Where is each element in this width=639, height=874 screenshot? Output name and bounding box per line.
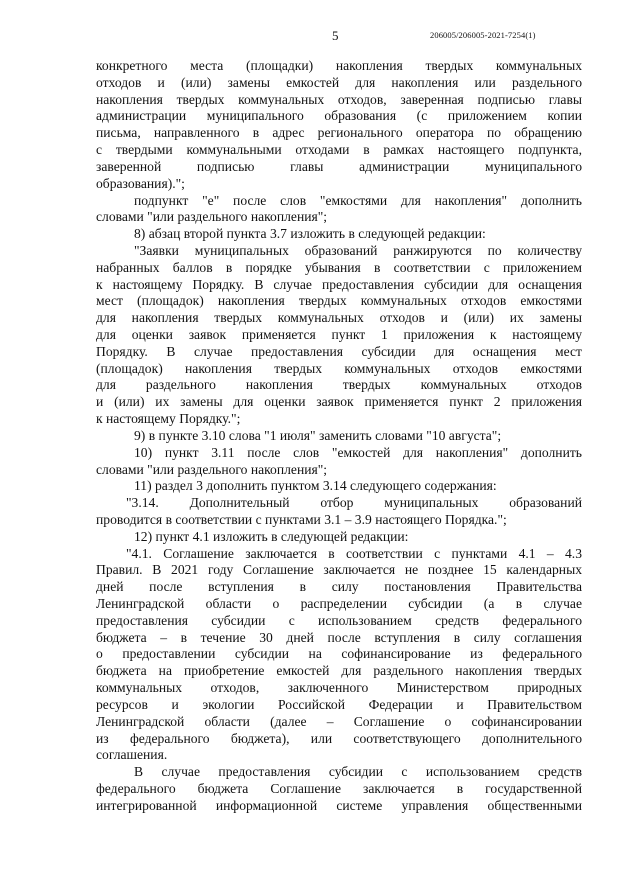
text-line: отходов и (или) замены емкостей для накопления или раздельного <box>96 74 582 90</box>
text-line: словами "или раздельного накопления"; <box>96 461 328 477</box>
text-line: о предоставлении субсидии на софинансирование из федерального <box>96 646 582 662</box>
text-line: набранных баллов в порядке убывания в соответствии с приложением <box>96 259 582 275</box>
text-line: соглашения. <box>96 747 168 763</box>
text-line: "Заявки муниципальных образований ранжируются по количеству <box>134 242 582 258</box>
text-line: Порядку. В случае предоставления субсидии для оснащения мест <box>96 343 582 359</box>
text-line: к настоящему Порядку. В случае предоставления субсидии для оснащения <box>96 276 582 292</box>
text-line: заверенной подписью главы администрации муниципального <box>96 158 582 174</box>
text-line: мест (площадок) накопления твердых коммунальных отходов емкостями <box>96 293 582 309</box>
text-line: федерального бюджета Соглашение заключается в государственной <box>96 780 582 796</box>
text-line: дней после вступления в силу постановления Правительства <box>96 579 582 595</box>
text-line: Ленинградской области о распределении субсидии (а в случае <box>96 596 582 611</box>
text-line: к настоящему Порядку."; <box>96 411 241 427</box>
text-line: для раздельного накопления твердых коммунальных отходов <box>96 377 582 393</box>
text-line: В случае предоставления субсидии с использованием средств <box>134 764 582 780</box>
text-line: администрации муниципального образования (с приложением копии <box>96 108 582 124</box>
text-line: "4.1. Соглашение заключается в соответствии с пунктами 4.1 – 4.3 <box>126 545 582 561</box>
text-line: и (или) их замены для оценки заявок применяется пункт 2 приложения <box>96 394 582 410</box>
text-line: Правил. В 2021 году Соглашение заключается не позднее 15 календарных <box>96 562 582 578</box>
text-line: из федерального бюджета), или соответствующего дополнительного <box>96 730 582 746</box>
text-line: 10) пункт 3.11 после слов "емкостей для накопления" дополнить <box>134 444 582 460</box>
text-line: коммунальных отходов, заключенного Министерством природных <box>96 680 582 696</box>
text-line: словами "или раздельного накопления"; <box>96 209 328 225</box>
document-body <box>96 58 582 815</box>
text-line: 12) пункт 4.1 изложить в следующей редакции: <box>134 528 409 544</box>
text-line: письма, направленного в адрес регионального оператора по обращению <box>96 125 582 141</box>
page-number: 5 <box>332 28 339 43</box>
text-line: с твердыми коммунальными отходами в рамках настоящего подпункта, <box>96 142 582 158</box>
text-line: бюджета – в течение 30 дней после вступления в силу соглашения <box>96 629 582 645</box>
text-line: бюджета на приобретение емкостей для раздельного накопления твердых <box>96 663 582 679</box>
text-line: 8) абзац второй пункта 3.7 изложить в следующей редакции: <box>134 226 486 242</box>
text-line: 9) в пункте 3.10 слова "1 июля" заменить словами "10 августа"; <box>134 427 502 443</box>
text-line: Ленинградской области (далее – Соглашение о софинансировании <box>96 713 582 729</box>
document-id: 206005/206005-2021-7254(1) <box>430 30 536 40</box>
text-line: накопления твердых коммунальных отходов, заверенная подписью главы <box>96 91 582 107</box>
text-line: (площадок) накопления твердых коммунальных отходов емкостями <box>96 360 582 376</box>
text-line: подпункт "е" после слов "емкостями для накопления" дополнить <box>134 192 582 208</box>
text-line: конкретного места (площадки) накопления твердых коммунальных <box>96 58 582 73</box>
text-line: для накопления твердых коммунальных отходов и (или) их замены <box>96 310 582 326</box>
text-line: проводится в соответствии с пунктами 3.1 – 3.9 настоящего Порядка."; <box>96 511 507 527</box>
text-line: для оценки заявок применяется пункт 1 приложения к настоящему <box>96 327 582 342</box>
text-line: "3.14. Дополнительный отбор муниципальных образований <box>126 495 582 511</box>
text-line: ресурсов и экологии Российской Федерации и Правительством <box>96 696 582 712</box>
text-line: предоставления субсидии с использованием средств федерального <box>96 612 582 628</box>
text-line: 11) раздел 3 дополнить пунктом 3.14 следующего содержания: <box>134 478 497 494</box>
text-line: интегрированной информационной системе управления общественными <box>96 797 582 813</box>
text-line: образования)."; <box>96 175 185 191</box>
